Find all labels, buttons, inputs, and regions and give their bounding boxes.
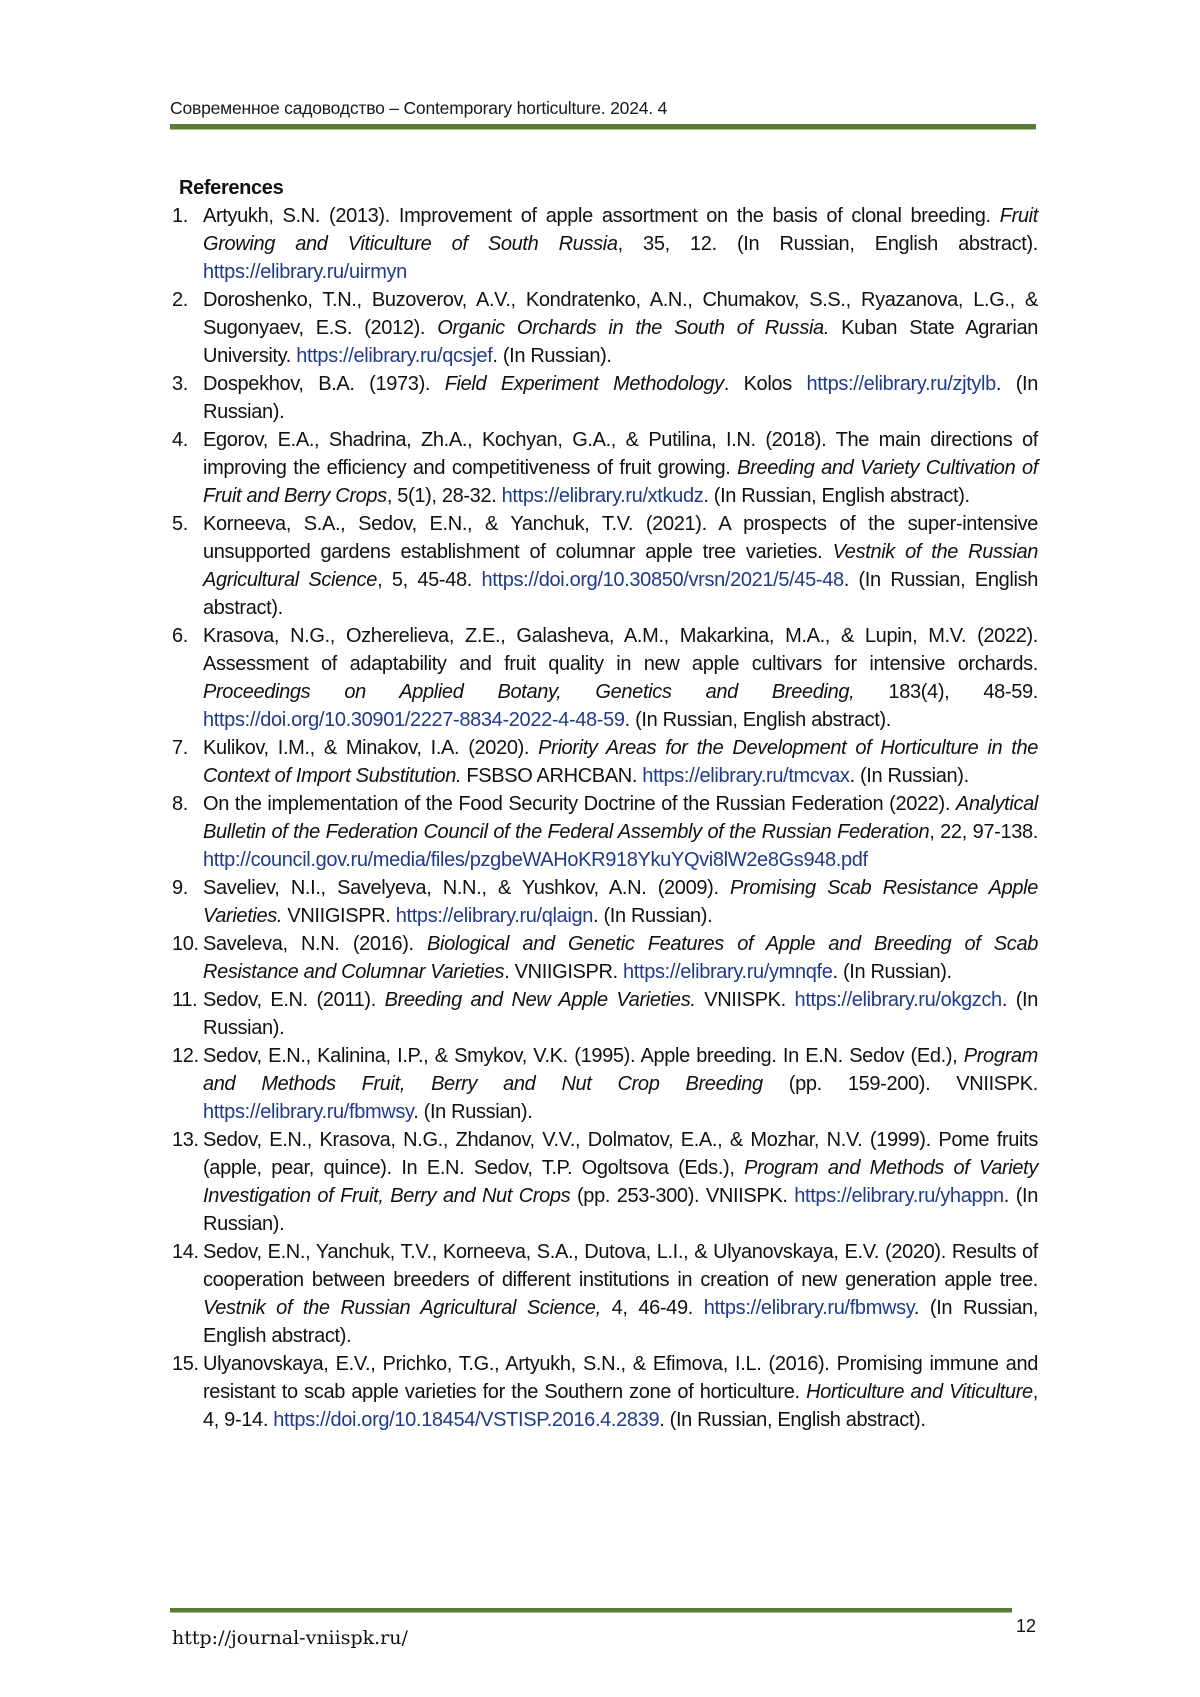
reference-number: 1. — [172, 205, 188, 227]
reference-link[interactable]: https://elibrary.ru/ymnqfe — [623, 961, 833, 983]
journal-header-title: Современное садоводство – Contemporary horticulture. 2024. 4 — [170, 98, 668, 118]
reference-link[interactable]: http://council.gov.ru/media/files/pzgbeWAHoKR918YkuYQvi8lW2e8Gs948.pdf — [203, 849, 868, 871]
reference-number: 15. — [172, 1353, 199, 1375]
reference-source-title: Proceedings on Applied Botany, Genetics and Breeding, — [203, 681, 855, 703]
reference-source-title: Breeding and Variety Cultivation of Fruit and Berry Crops — [203, 457, 1039, 507]
reference-number: 12. — [172, 1045, 199, 1067]
reference-link[interactable]: https://elibrary.ru/qlaign — [395, 905, 594, 927]
references-heading: References — [179, 177, 284, 199]
reference-text: Doroshenko, T.N., Buzoverov, A.V., Kondratenko, A.N., Chumakov, S.S., Ryazanova, L.G., & Sugonyaev, E.S. (2012). — [203, 289, 1038, 339]
reference-link[interactable]: https://elibrary.ru/xtkudz — [501, 485, 704, 507]
reference-source-title: Biological and Genetic Features of Apple and Breeding of Scab Resistance and Columnar Varieties — [203, 933, 1038, 983]
reference-text: Sedov, E.N., Kalinina, I.P., & Smykov, V.K. (1995). Apple breeding. In E.N. Sedov (Ed.), — [203, 1045, 964, 1067]
reference-text: (pp. 253-300). VNIISPK. — [570, 1185, 795, 1207]
reference-source-title: Fruit Growing and Viticulture of South Russia — [203, 205, 1038, 255]
reference-text: 4, 46-49. — [600, 1297, 704, 1319]
reference-link[interactable]: https://elibrary.ru/qcsjef — [296, 345, 493, 367]
reference-text: . (In Russian). — [203, 989, 1038, 1039]
reference-item — [170, 426, 1038, 510]
reference-link[interactable]: https://elibrary.ru/fbmwsy — [203, 1101, 414, 1123]
reference-source-title: Organic Orchards in the South of Russia. — [437, 317, 830, 339]
reference-item — [170, 622, 1038, 734]
reference-source-title: Horticulture and Viticulture — [806, 1381, 1033, 1403]
reference-link[interactable]: https://elibrary.ru/uirmyn — [203, 261, 407, 283]
reference-link[interactable]: https://doi.org/10.30901/2227-8834-2022-4-48-59 — [203, 709, 625, 731]
reference-number: 2. — [172, 289, 188, 311]
reference-source-title: Promising Scab Resistance Apple Varieties. — [203, 877, 1038, 927]
reference-text: On the implementation of the Food Security Doctrine of the Russian Federation (2022). — [203, 793, 956, 815]
reference-text: , 35, 12. (In Russian, English abstract). — [617, 233, 1038, 255]
reference-source-title: Breeding and New Apple Varieties. — [384, 989, 696, 1011]
reference-source-title: Vestnik of the Russian Agricultural Science — [203, 541, 1038, 591]
reference-link[interactable]: https://elibrary.ru/fbmwsy — [703, 1297, 914, 1319]
reference-text: Dospekhov, B.A. (1973). — [203, 373, 445, 395]
reference-source-title: Field Experiment Methodology — [444, 373, 724, 395]
header-divider — [170, 124, 1036, 130]
reference-text: (pp. 159-200). VNIISPK. — [762, 1073, 1038, 1095]
reference-source-title: Analytical Bulletin of the Federation Council of the Federal Assembly of the Russian Federation — [203, 793, 1038, 843]
reference-text: . (In Russian). — [492, 345, 612, 367]
reference-text: . (In Russian). — [203, 373, 1038, 423]
reference-item — [170, 930, 1038, 986]
reference-text: Egorov, E.A., Shadrina, Zh.A., Kochyan, G.A., & Putilina, I.N. (2018). The main directions of improving the efficiency and competitiveness of fruit growing. — [203, 429, 1038, 479]
reference-text: Kulikov, I.M., & Minakov, I.A. (2020). — [203, 737, 539, 759]
reference-source-title: Priority Areas for the Development of Horticulture in the Context of Import Substitution. — [203, 737, 1038, 787]
reference-number: 8. — [172, 793, 188, 815]
page-number: 12 — [1016, 1616, 1037, 1636]
reference-text: , 5(1), 28-32. — [386, 485, 502, 507]
reference-source-title: Program and Methods Fruit, Berry and Nut Crop Breeding — [203, 1045, 1038, 1095]
reference-link[interactable]: https://elibrary.ru/tmcvax — [642, 765, 850, 787]
reference-number: 4. — [172, 429, 188, 451]
reference-text: , 5, 45-48. — [377, 569, 482, 591]
reference-source-title: Program and Methods of Variety Investigation of Fruit, Berry and Nut Crops — [203, 1157, 1039, 1207]
reference-text: . (In Russian, English abstract). — [203, 569, 1039, 619]
footer-divider — [170, 1608, 1012, 1613]
reference-item — [170, 510, 1038, 622]
reference-item — [170, 790, 1038, 874]
references-section — [170, 174, 1038, 1434]
reference-item — [170, 1350, 1038, 1434]
reference-link[interactable]: https://elibrary.ru/zjtylb — [806, 373, 996, 395]
reference-text: . (In Russian). — [832, 961, 952, 983]
reference-text: , 4, 9-14. — [203, 1381, 1038, 1431]
reference-text: . Kolos — [723, 373, 807, 395]
reference-text: . (In Russian). — [203, 1185, 1038, 1235]
reference-text: . (In Russian). — [593, 905, 713, 927]
reference-text: 183(4), 48-59. — [854, 681, 1038, 703]
reference-text: Korneeva, S.A., Sedov, E.N., & Yanchuk, T.V. (2021). A prospects of the super-intensive unsupported gardens establishment of columnar apple tree varieties. — [203, 513, 1038, 563]
reference-item — [170, 1126, 1038, 1238]
reference-text: . (In Russian, English abstract). — [203, 1297, 1038, 1347]
reference-item — [170, 734, 1038, 790]
reference-number: 7. — [172, 737, 188, 759]
reference-text: . (In Russian, English abstract). — [659, 1409, 926, 1431]
reference-number: 9. — [172, 877, 188, 899]
reference-text: Artyukh, S.N. (2013). Improvement of apple assortment on the basis of clonal breeding. — [203, 205, 1000, 227]
reference-text: Saveliev, N.I., Savelyeva, N.N., & Yushkov, A.N. (2009). — [203, 877, 730, 899]
reference-item — [170, 370, 1038, 426]
reference-text: Krasova, N.G., Ozherelieva, Z.E., Galasheva, A.M., Makarkina, M.A., & Lupin, M.V. (2022). Assessment of adaptability and fruit quality in new apple cultivars for intensive orchards. — [203, 625, 1038, 675]
reference-link[interactable]: https://elibrary.ru/okgzch — [794, 989, 1002, 1011]
reference-number: 14. — [172, 1241, 199, 1263]
reference-text: . (In Russian). — [413, 1101, 533, 1123]
reference-number: 13. — [172, 1129, 199, 1151]
reference-link[interactable]: https://doi.org/10.18454/VSTISP.2016.4.2839 — [273, 1409, 660, 1431]
reference-item — [170, 874, 1038, 930]
reference-text: Saveleva, N.N. (2016). — [203, 933, 428, 955]
reference-text: Ulyanovskaya, E.V., Prichko, T.G., Artyukh, S.N., & Efimova, I.L. (2016). Promising immune and resistant to scab apple varieties for the Southern zone of horticulture. — [203, 1353, 1038, 1403]
reference-item — [170, 202, 1038, 286]
reference-text: Sedov, E.N. (2011). — [203, 989, 385, 1011]
reference-item — [170, 986, 1038, 1042]
reference-link[interactable]: https://doi.org/10.30850/vrsn/2021/5/45-48 — [481, 569, 844, 591]
reference-item — [170, 1238, 1038, 1350]
reference-number: 10. — [172, 933, 199, 955]
reference-number: 5. — [172, 513, 188, 535]
reference-source-title: Vestnik of the Russian Agricultural Science, — [203, 1297, 601, 1319]
references-list — [170, 202, 1038, 1434]
reference-text: , 22, 97-138. — [929, 821, 1038, 843]
reference-item — [170, 1042, 1038, 1126]
footer-url[interactable]: http://journal-vniispk.ru/ — [172, 1627, 408, 1649]
reference-number: 6. — [172, 625, 188, 647]
reference-text: FSBSO ARHCBAN. — [461, 765, 643, 787]
reference-text: VNIIGISPR. — [282, 905, 396, 927]
reference-text: . (In Russian, English abstract). — [624, 709, 891, 731]
reference-text: Sedov, E.N., Yanchuk, T.V., Korneeva, S.A., Dutova, L.I., & Ulyanovskaya, E.V. (2020). Results of cooperation between breeders of different institutions in creation of new generation apple tree. — [203, 1241, 1038, 1291]
reference-text: Kuban State Agrarian University. — [203, 317, 1038, 367]
reference-number: 11. — [172, 989, 198, 1011]
reference-link[interactable]: https://elibrary.ru/yhappn — [794, 1185, 1004, 1207]
reference-text: VNIISPK. — [695, 989, 795, 1011]
reference-text: . (In Russian). — [849, 765, 969, 787]
reference-text: . VNIIGISPR. — [504, 961, 624, 983]
reference-number: 3. — [172, 373, 188, 395]
reference-item — [170, 286, 1038, 370]
reference-text: Sedov, E.N., Krasova, N.G., Zhdanov, V.V., Dolmatov, E.A., & Mozhar, N.V. (1999). Pome fruits (apple, pear, quince). In E.N. Sedov, T.P. Ogoltsova (Eds.), — [203, 1129, 1038, 1179]
reference-text: . (In Russian, English abstract). — [703, 485, 970, 507]
